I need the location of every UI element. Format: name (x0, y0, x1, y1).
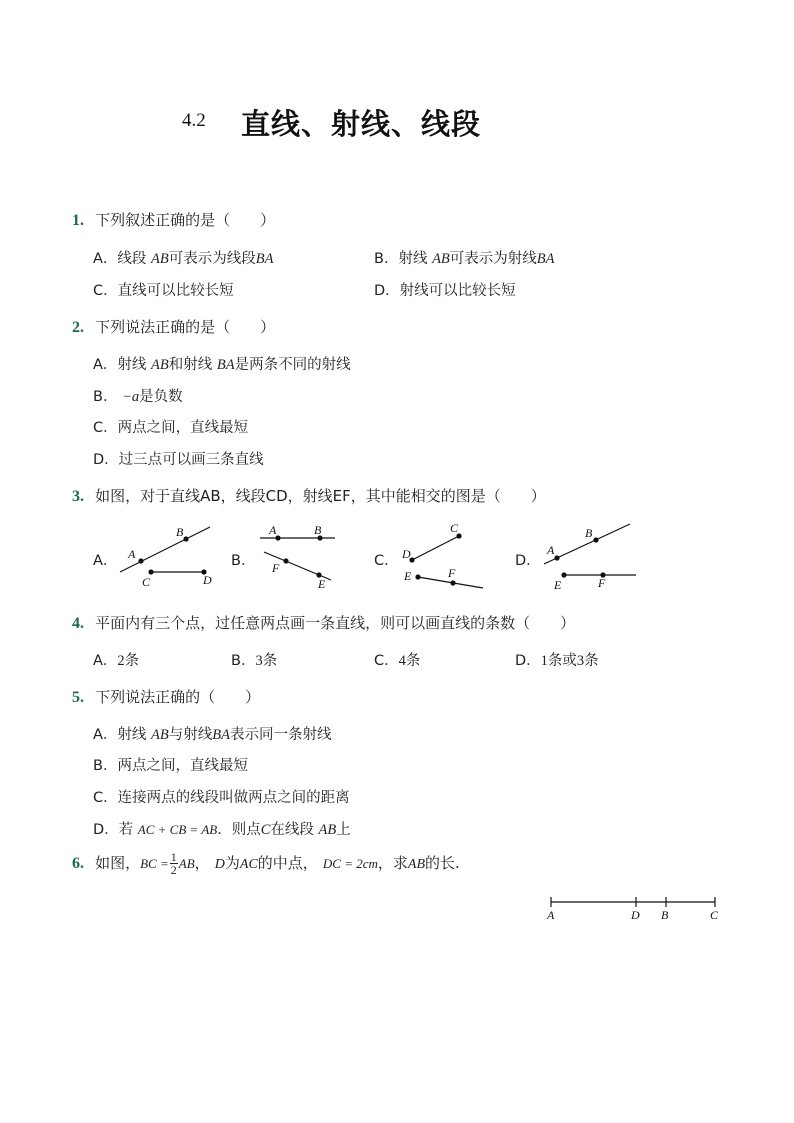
math-var: BA (536, 251, 555, 267)
option-text: 是两条不同的射线 (234, 357, 351, 373)
math-var: AB (151, 357, 169, 373)
question-number: 2. (72, 319, 84, 336)
label-c: C (710, 908, 719, 922)
option-value: 3 (255, 653, 263, 669)
point-e (561, 572, 566, 577)
q5-option-d[interactable] (93, 818, 351, 839)
option-value: 2 (117, 653, 125, 669)
q1-option-a[interactable] (93, 247, 273, 268)
label-f: F (598, 576, 606, 590)
label-f: F (448, 566, 456, 580)
label-d: D (631, 908, 640, 922)
question-3 (72, 485, 546, 506)
point-a (554, 555, 559, 560)
option-label: D． (515, 653, 541, 669)
math-var: BA (255, 251, 274, 267)
question-stem: 下列说法正确的是（ ） (95, 318, 276, 336)
label-e: E (554, 578, 562, 592)
option-text: 条 (405, 653, 421, 669)
option-value: 4 (398, 653, 406, 669)
label-e: E (404, 569, 412, 583)
point-a (138, 558, 143, 563)
option-text: 线段 (117, 251, 147, 267)
option-value: 1 (540, 653, 548, 669)
option-label: A． (93, 727, 118, 743)
q3-figure-c (398, 518, 488, 592)
option-text: ．则点 (217, 822, 261, 838)
option-label: B． (93, 389, 118, 405)
q4-option-b[interactable] (231, 649, 277, 670)
label-b: B (661, 908, 669, 922)
q1-option-c[interactable]: C．直线可以比较长短 (93, 283, 234, 299)
question-number: 5. (72, 689, 84, 706)
q5-option-a[interactable] (93, 723, 331, 744)
question-text: 为 (224, 854, 240, 872)
label-d: D (402, 547, 411, 561)
q3-figure-b (255, 520, 340, 590)
label-a: A (269, 523, 277, 537)
option-text: 条 (584, 653, 599, 669)
section-number: 4.2 (182, 110, 206, 131)
math-var: AB (151, 251, 169, 267)
option-value: 3 (576, 653, 585, 669)
segment-cd (412, 536, 459, 560)
q6-segment-figure (540, 893, 730, 925)
label-c: C (450, 521, 459, 535)
option-text: 若 (118, 822, 134, 838)
question-stem: 下列叙述正确的是（ ） (95, 211, 276, 229)
math-var: AB (318, 822, 337, 838)
fraction-half (170, 851, 178, 876)
option-text: 条 (262, 653, 278, 669)
question-text: 如图， (95, 854, 141, 872)
fraction-numerator: 1 (170, 850, 177, 864)
option-text: 可表示为射线 (449, 251, 537, 267)
math-var: AB (407, 857, 426, 872)
point-f (450, 580, 455, 585)
question-6 (72, 851, 460, 876)
question-number: 3. (72, 488, 84, 505)
point-b (183, 536, 188, 541)
option-label: A． (93, 653, 118, 669)
label-f: F (272, 561, 280, 575)
option-text: 是负数 (139, 389, 183, 405)
math-expr: −a (122, 389, 140, 405)
page-title: 直线、射线、线段 (241, 107, 482, 141)
math-expr: BC = (140, 856, 169, 871)
q4-option-c[interactable] (374, 649, 420, 670)
q4-option-d[interactable] (515, 649, 599, 670)
question-text: ， (194, 854, 210, 872)
math-var: C (260, 822, 271, 838)
option-text: 条 (124, 653, 140, 669)
question-text: ，求 (377, 854, 408, 872)
label-a: A (547, 543, 555, 557)
option-label: A． (93, 251, 118, 267)
q5-option-c[interactable]: C．连接两点的线段叫做两点之间的距离 (93, 790, 350, 806)
q3-option-c[interactable]: C． (374, 553, 399, 569)
option-text: 和射线 (168, 357, 213, 373)
q3-option-b[interactable]: B． (231, 553, 256, 569)
question-2 (72, 316, 275, 337)
math-var: AB (151, 727, 169, 743)
q3-option-d[interactable]: D． (515, 553, 541, 569)
q3-figure-d (538, 518, 642, 594)
option-label: B． (231, 653, 256, 669)
label-a: A (128, 547, 136, 561)
question-text: 的长. (425, 854, 460, 872)
math-expr: DC = 2cm (322, 856, 378, 871)
label-c: C (142, 575, 151, 589)
option-label: B． (374, 251, 399, 267)
q2-option-b[interactable] (93, 385, 183, 406)
option-text: 可表示为线段 (168, 251, 256, 267)
question-stem: 如图，对于直线AB，线段CD，射线EF，其中能相交的图是（ ） (95, 487, 546, 505)
option-text: 在线段 (270, 822, 314, 838)
label-b: B (176, 525, 184, 539)
label-b: B (314, 523, 322, 537)
q4-option-a[interactable] (93, 649, 139, 670)
question-stem: 下列说法正确的（ ） (95, 688, 261, 706)
question-5 (72, 686, 260, 707)
math-var: BA (212, 727, 230, 743)
q2-option-c[interactable]: C．两点之间，直线最短 (93, 420, 249, 436)
q1-option-b[interactable] (374, 247, 555, 268)
q5-option-b[interactable]: B．两点之间，直线最短 (93, 758, 248, 774)
question-text: 的中点， (257, 854, 318, 872)
q2-option-d[interactable]: D．过三点可以画三条直线 (93, 452, 264, 468)
question-number: 6. (72, 855, 84, 872)
option-label: C． (374, 653, 399, 669)
fraction-denominator: 2 (170, 863, 177, 877)
label-e: E (318, 577, 326, 590)
math-var: AB (432, 251, 450, 267)
q1-option-d[interactable]: D．射线可以比较长短 (374, 283, 516, 299)
question-stem: 平面内有三个点，过任意两点画一条直线，则可以画直线的条数（ ） (95, 614, 576, 632)
question-4 (72, 612, 575, 633)
question-number: 1. (72, 212, 84, 229)
q2-option-a[interactable] (93, 353, 351, 374)
math-var: BA (216, 357, 235, 373)
option-text: 射线 (117, 357, 147, 373)
option-text: 与射线 (168, 727, 213, 743)
math-expr: AC + CB = AB (137, 822, 218, 837)
option-label: A． (93, 357, 118, 373)
point-e (415, 574, 420, 579)
option-text: 射线 (398, 251, 428, 267)
option-label: D． (93, 822, 119, 838)
option-text: 表示同一条射线 (229, 727, 332, 743)
label-b: B (585, 526, 593, 540)
point-f (283, 558, 288, 563)
question-number: 4. (72, 615, 84, 632)
q3-option-a[interactable]: A． (93, 553, 118, 569)
label-a: A (547, 908, 555, 922)
option-text: 条或 (547, 653, 577, 669)
label-d: D (203, 573, 212, 587)
point-b (593, 537, 598, 542)
math-var: D (214, 857, 225, 872)
question-1 (72, 209, 275, 230)
q3-figure-a (110, 520, 220, 590)
math-var: AB (178, 856, 195, 871)
option-text: 射线 (117, 727, 147, 743)
math-var: AC (239, 857, 258, 872)
option-text: 上 (336, 822, 351, 838)
point-c (148, 569, 153, 574)
